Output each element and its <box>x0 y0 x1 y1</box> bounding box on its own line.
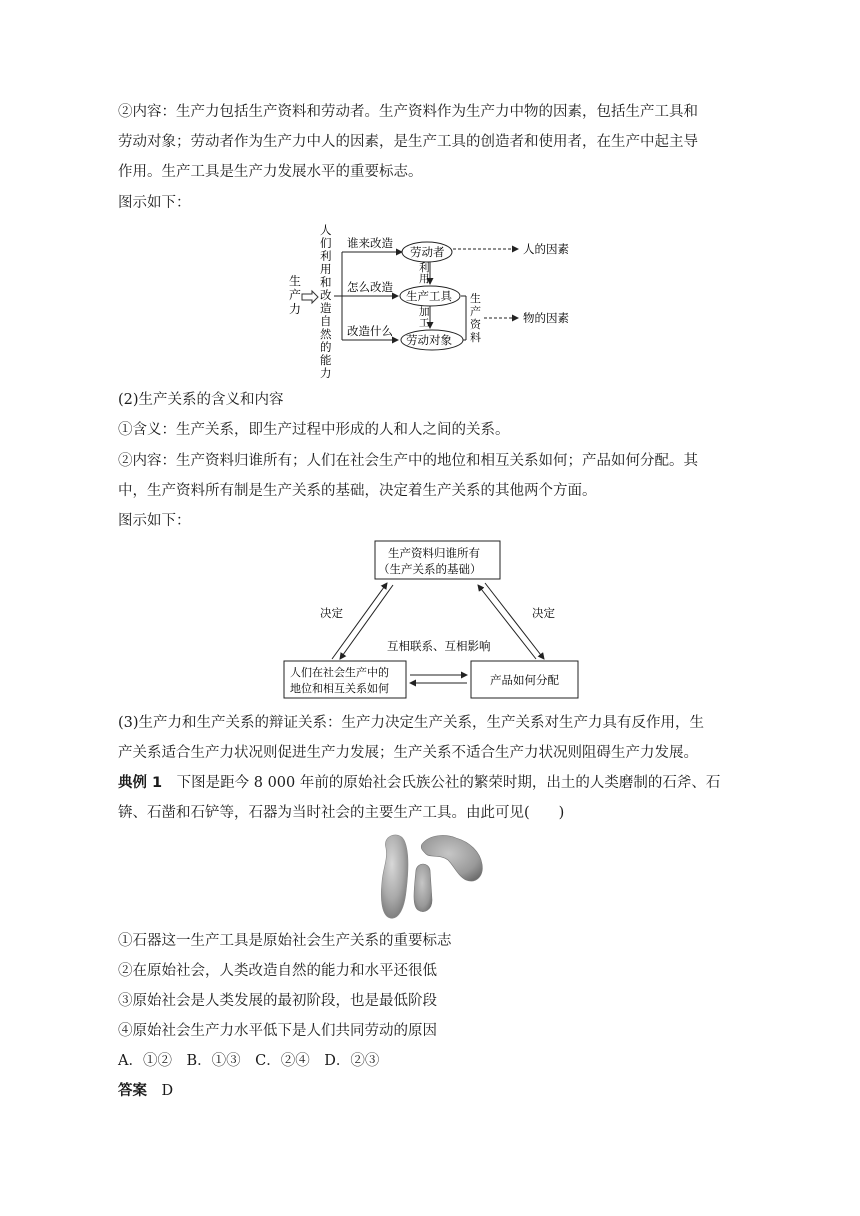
right-box-text: 产品如何分配 <box>490 673 559 687</box>
diagram1-vlabel-10: 能 <box>320 353 332 367</box>
diagram1-vlabel-0: 人 <box>320 223 332 237</box>
option-3: ③原始社会是人类发展的最初阶段，也是最低阶段 <box>118 993 437 1009</box>
section3-line-2: 产关系适合生产力状况则促进生产力发展；生产关系不适合生产力状况则阻碍生产力发展。 <box>118 745 698 761</box>
diagram1-vlabel-1: 们 <box>320 236 332 250</box>
hollow-arrow-icon <box>302 291 318 303</box>
section2-content-2: 中，生产资料所有制是生产关系的基础，决定着生产关系的其他两个方面。 <box>118 483 597 499</box>
answer-label: 答案 <box>118 1083 147 1099</box>
left-box-line1: 人们在社会生产中的 <box>290 666 389 679</box>
answer-line <box>118 1081 173 1101</box>
diagram1-vlabel-7: 自 <box>320 314 332 328</box>
answer-value: D <box>161 1083 174 1099</box>
content-line-1: ②内容：生产力包括生产资料和劳动者。生产资料作为生产力中物的因素，包括生产工具和 <box>118 104 698 120</box>
means-label-2: 资 <box>470 318 481 331</box>
productive-forces-diagram <box>280 222 600 382</box>
edge-process-0: 加 <box>419 306 430 318</box>
diagram1-left-label-0: 生 <box>289 274 302 288</box>
top-box-line1: 生产资料归谁所有 <box>388 546 480 560</box>
figure-label-1: 图示如下： <box>118 195 191 211</box>
branch-how: 怎么改造 <box>347 280 393 294</box>
diagram1-left-label-1: 产 <box>289 288 302 302</box>
section2-content-1: ②内容：生产资料归谁所有；人们在社会生产中的地位和相互关系如何；产品如何分配。其 <box>118 453 698 469</box>
section3-line-1: (3)生产力和生产关系的辩证关系：生产力决定生产关系，生产关系对生产力具有反作用，生 <box>118 715 705 731</box>
production-relations-diagram <box>280 535 590 705</box>
stone-axe-shape <box>381 835 408 918</box>
means-label-1: 产 <box>470 305 481 318</box>
decide-left: 决定 <box>320 606 343 620</box>
diagram1-vlabel-2: 利 <box>320 249 332 263</box>
option-2: ②在原始社会，人类改造自然的能力和水平还很低 <box>118 963 437 979</box>
node-tool: 生产工具 <box>406 289 452 303</box>
means-label-0: 生 <box>470 292 481 305</box>
example-text-1: 下图是距今 8 000 年前的原始社会氏族公社的繁荣时期，出土的人类磨制的石斧、石 <box>176 775 721 791</box>
diagram1-vlabel-6: 造 <box>320 301 332 315</box>
diagram1-vlabel-4: 和 <box>320 275 332 289</box>
content-line-2: 劳动对象；劳动者作为生产力中人的因素，是生产工具的创造者和使用者，在生产中起主导 <box>118 134 698 150</box>
option-4: ④原始社会生产力水平低下是人们共同劳动的原因 <box>118 1023 437 1039</box>
top-box-line2: （生产关系的基础） <box>378 562 482 576</box>
edge-use-0: 利 <box>419 262 430 274</box>
stone-chisel-shape <box>414 864 432 912</box>
diagram1-vlabel-3: 用 <box>320 262 332 276</box>
example-tag: 典例 1 <box>118 775 163 791</box>
branch-what: 改造什么 <box>347 324 393 338</box>
example-line-1 <box>118 773 720 793</box>
diagram1-left-label-2: 力 <box>289 302 302 316</box>
diagram1-vlabel-8: 然 <box>320 327 332 341</box>
means-label-3: 料 <box>470 331 481 344</box>
material-factor-label: 物的因素 <box>523 311 569 325</box>
left-box-line2: 地位和相互关系如何 <box>290 682 389 695</box>
decide-right: 决定 <box>532 606 555 620</box>
answer-choices: A．①② B．①③ C．②④ D．②③ <box>118 1053 380 1069</box>
section2-heading: (2)生产关系的含义和内容 <box>118 392 284 408</box>
node-worker: 劳动者 <box>410 245 445 259</box>
human-factor-label: 人的因素 <box>523 242 569 256</box>
edge-process-1: 工 <box>419 317 430 329</box>
section2-meaning: ①含义：生产关系，即生产过程中形成的人和人之间的关系。 <box>118 422 510 438</box>
diagram1-vlabel-5: 改 <box>320 288 332 302</box>
stone-tools-image <box>372 830 488 922</box>
content-line-3: 作用。生产工具是生产力发展水平的重要标志。 <box>118 164 423 180</box>
node-object: 劳动对象 <box>406 333 452 347</box>
diagram1-vlabel-9: 的 <box>320 340 332 354</box>
figure-label-2: 图示如下： <box>118 513 191 529</box>
option-1: ①石器这一生产工具是原始社会生产关系的重要标志 <box>118 933 452 949</box>
example-line-2: 锛、石凿和石铲等，石器为当时社会的主要生产工具。由此可见( ) <box>118 805 565 821</box>
mutual-label: 互相联系、互相影响 <box>387 639 491 653</box>
edge-use-1: 用 <box>419 273 430 285</box>
diagram1-vlabel-11: 力 <box>320 366 332 380</box>
branch-who: 谁来改造 <box>347 236 393 250</box>
